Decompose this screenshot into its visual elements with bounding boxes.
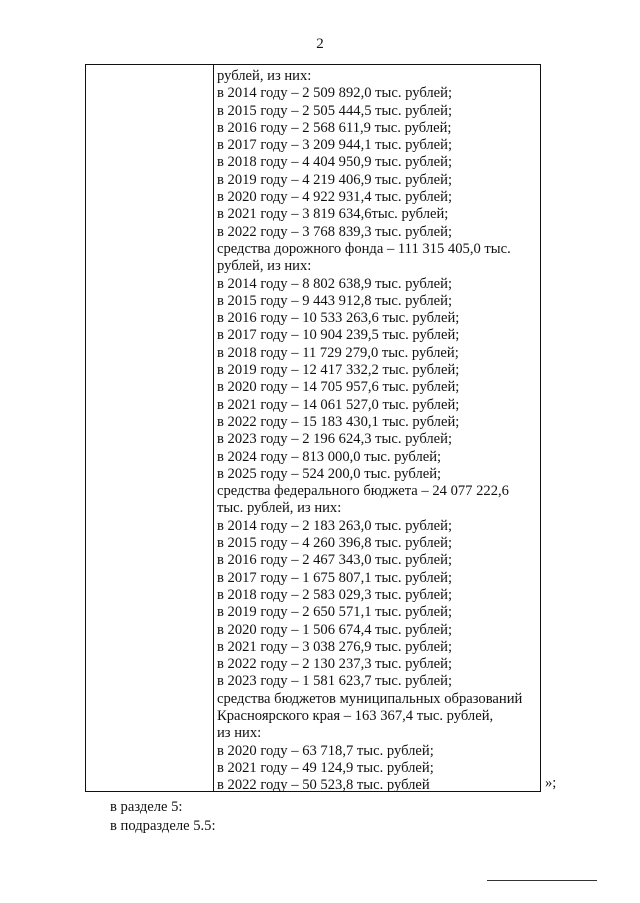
funding-line: в 2017 году – 3 209 944,1 тыс. рублей;: [217, 137, 453, 154]
funding-line: в 2018 году – 11 729 279,0 тыс. рублей;: [217, 344, 459, 361]
footer-rule: [487, 880, 597, 881]
funding-line: средства федерального бюджета – 24 077 222,6: [217, 483, 509, 500]
funding-line: в 2016 году – 2 568 611,9 тыс. рублей;: [217, 119, 452, 136]
funding-line: средства бюджетов муниципальных образований: [217, 690, 523, 707]
funding-line: Красноярского края – 163 367,4 тыс. рублей,: [217, 707, 494, 724]
funding-line: в 2020 году – 63 718,7 тыс. рублей;: [217, 742, 434, 759]
funding-line: в 2020 году – 14 705 957,6 тыс. рублей;: [217, 379, 460, 396]
funding-line: в 2018 году – 4 404 950,9 тыс. рублей;: [217, 154, 453, 171]
funding-line: средства дорожного фонда – 111 315 405,0 тыс.: [217, 240, 511, 257]
funding-line: в 2014 году – 2 509 892,0 тыс. рублей;: [217, 85, 453, 102]
funding-line: в 2017 году – 1 675 807,1 тыс. рублей;: [217, 569, 453, 586]
section-5-heading: в разделе 5:: [110, 799, 183, 815]
funding-line: в 2023 году – 2 196 624,3 тыс. рублей;: [217, 431, 453, 448]
funding-line: в 2022 году – 2 130 237,3 тыс. рублей;: [217, 656, 453, 673]
funding-line: в 2015 году – 4 260 396,8 тыс. рублей;: [217, 535, 453, 552]
funding-line: в 2019 году – 12 417 332,2 тыс. рублей;: [217, 362, 460, 379]
funding-line: в 2016 году – 10 533 263,6 тыс. рублей;: [217, 310, 460, 327]
funding-cell-text: [217, 68, 539, 794]
funding-line: в 2024 году – 813 000,0 тыс. рублей;: [217, 448, 442, 465]
funding-line: в 2018 году – 2 583 029,3 тыс. рублей;: [217, 586, 453, 603]
funding-line: в 2021 году – 49 124,9 тыс. рублей;: [217, 759, 434, 776]
funding-line: в 2016 году – 2 467 343,0 тыс. рублей;: [217, 552, 453, 569]
funding-line: в 2023 году – 1 581 623,7 тыс. рублей;: [217, 673, 453, 690]
table-column-divider: [213, 65, 214, 791]
funding-line: тыс. рублей, из них:: [217, 500, 342, 517]
funding-line: в 2017 году – 10 904 239,5 тыс. рублей;: [217, 327, 460, 344]
funding-line: в 2014 году – 2 183 263,0 тыс. рублей;: [217, 517, 453, 534]
funding-line: в 2014 году – 8 802 638,9 тыс. рублей;: [217, 275, 453, 292]
page-number: 2: [316, 36, 324, 52]
subsection-5-5-heading: в подразделе 5.5:: [110, 818, 216, 834]
funding-line: в 2015 году – 2 505 444,5 тыс. рублей;: [217, 102, 453, 119]
funding-line: в 2020 году – 4 922 931,4 тыс. рублей;: [217, 189, 453, 206]
funding-line: в 2022 году – 15 183 430,1 тыс. рублей;: [217, 413, 460, 430]
funding-line: рублей, из них:: [217, 68, 312, 84]
funding-line: в 2022 году – 3 768 839,3 тыс. рублей;: [217, 223, 453, 240]
funding-table: [85, 64, 541, 792]
funding-line: в 2019 году – 2 650 571,1 тыс. рублей;: [217, 604, 453, 621]
funding-line: из них:: [217, 725, 262, 742]
funding-line: рублей, из них:: [217, 258, 312, 275]
funding-line: в 2021 году – 14 061 527,0 тыс. рублей;: [217, 396, 460, 413]
funding-line: в 2022 году – 50 523,8 тыс. рублей: [217, 777, 430, 794]
funding-line: в 2015 году – 9 443 912,8 тыс. рублей;: [217, 292, 453, 309]
funding-line: в 2020 году – 1 506 674,4 тыс. рублей;: [217, 621, 453, 638]
funding-line: в 2021 году – 3 819 634,6тыс. рублей;: [217, 206, 449, 223]
funding-line: в 2021 году – 3 038 276,9 тыс. рублей;: [217, 638, 453, 655]
closing-quote: »;: [545, 775, 557, 791]
funding-line: в 2019 году – 4 219 406,9 тыс. рублей;: [217, 171, 453, 188]
funding-line: в 2025 году – 524 200,0 тыс. рублей;: [217, 465, 442, 482]
